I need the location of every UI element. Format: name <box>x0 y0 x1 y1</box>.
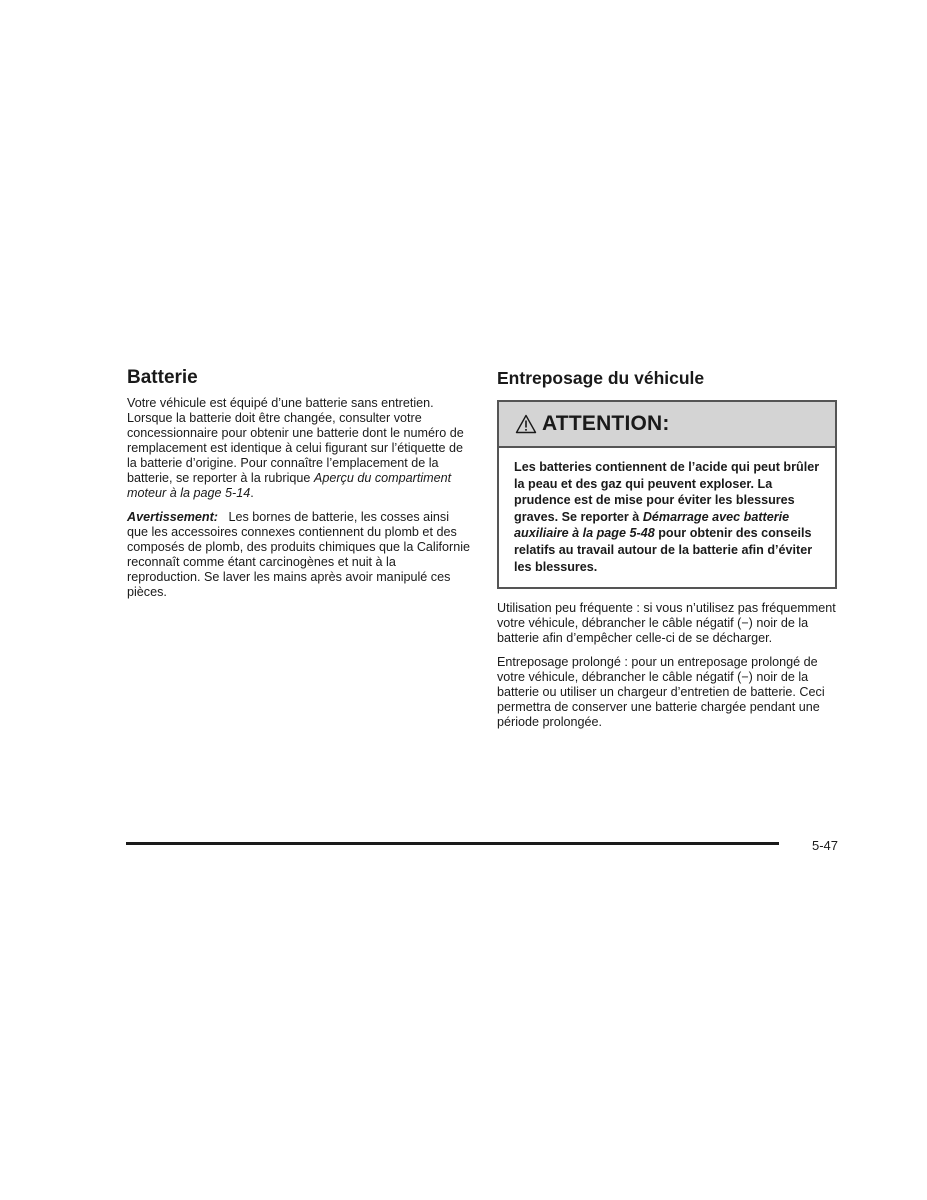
jump-start-reference-link[interactable]: Démarrage avec batterie auxiliaire à la page 5-48 <box>514 509 790 541</box>
warning-label: Avertissement: <box>127 510 218 524</box>
engine-compartment-reference-link[interactable]: Aperçu du compartiment moteur à la page 5-14 <box>127 471 452 500</box>
attention-title: ATTENTION: <box>542 412 670 435</box>
battery-paragraph-end: . <box>250 486 254 500</box>
attention-body-text: Les batteries contiennent de l’acide qui peut brûler la peau et des gaz qui peuvent exploser. La prudence est de mise pour éviter les blessures graves. Se reporter à <box>514 460 820 524</box>
battery-section <box>127 366 472 609</box>
battery-warning-paragraph <box>127 510 472 600</box>
warning-triangle-icon <box>515 414 537 434</box>
battery-paragraph <box>127 396 472 501</box>
infrequent-use-paragraph: Utilisation peu fréquente : si vous n’utilisez pas fréquemment votre véhicule, débrancher le câble négatif (−) noir de la batterie afin d’empêcher celle-ci de se décharger. <box>497 601 836 646</box>
extended-storage-paragraph: Entreposage prolongé : pour un entreposage prolongé de votre véhicule, débrancher le câble négatif (−) noir de la batterie ou utiliser un chargeur d’entretien de batterie. Ceci permettra de conserver une batterie chargée pendant une période prolongée. <box>497 655 825 730</box>
warning-text: Les bornes de batterie, les cosses ainsi que les accessoires connexes contiennent du plomb et des composés de plomb, des produits chimiques que la Californie reconnaît comme étant carcinogènes et nuit à la reproduction. Se laver les mains après avoir manipulé ces pièces. <box>127 510 471 599</box>
vehicle-storage-section <box>497 366 842 739</box>
attention-box <box>497 400 837 589</box>
battery-heading: Batterie <box>127 367 198 388</box>
attention-body <box>499 448 835 587</box>
footer-rule <box>126 842 779 845</box>
page-number: 5-47 <box>812 838 839 853</box>
attention-header <box>499 402 835 448</box>
attention-body-end: pour obtenir des conseils relatifs au travail autour de la batterie afin d’éviter les blessures. <box>514 526 813 574</box>
storage-heading: Entreposage du véhicule <box>497 368 705 388</box>
battery-paragraph-text: Votre véhicule est équipé d’une batterie sans entretien. Lorsque la batterie doit être changée, consulter votre concessionnaire pour obtenir une batterie dont le numéro de remplacement est identique à celui figurant sur l’étiquette de la batterie d’origine. Pour connaître l’emplacement de la batterie, se reporter à la rubrique <box>127 396 464 485</box>
